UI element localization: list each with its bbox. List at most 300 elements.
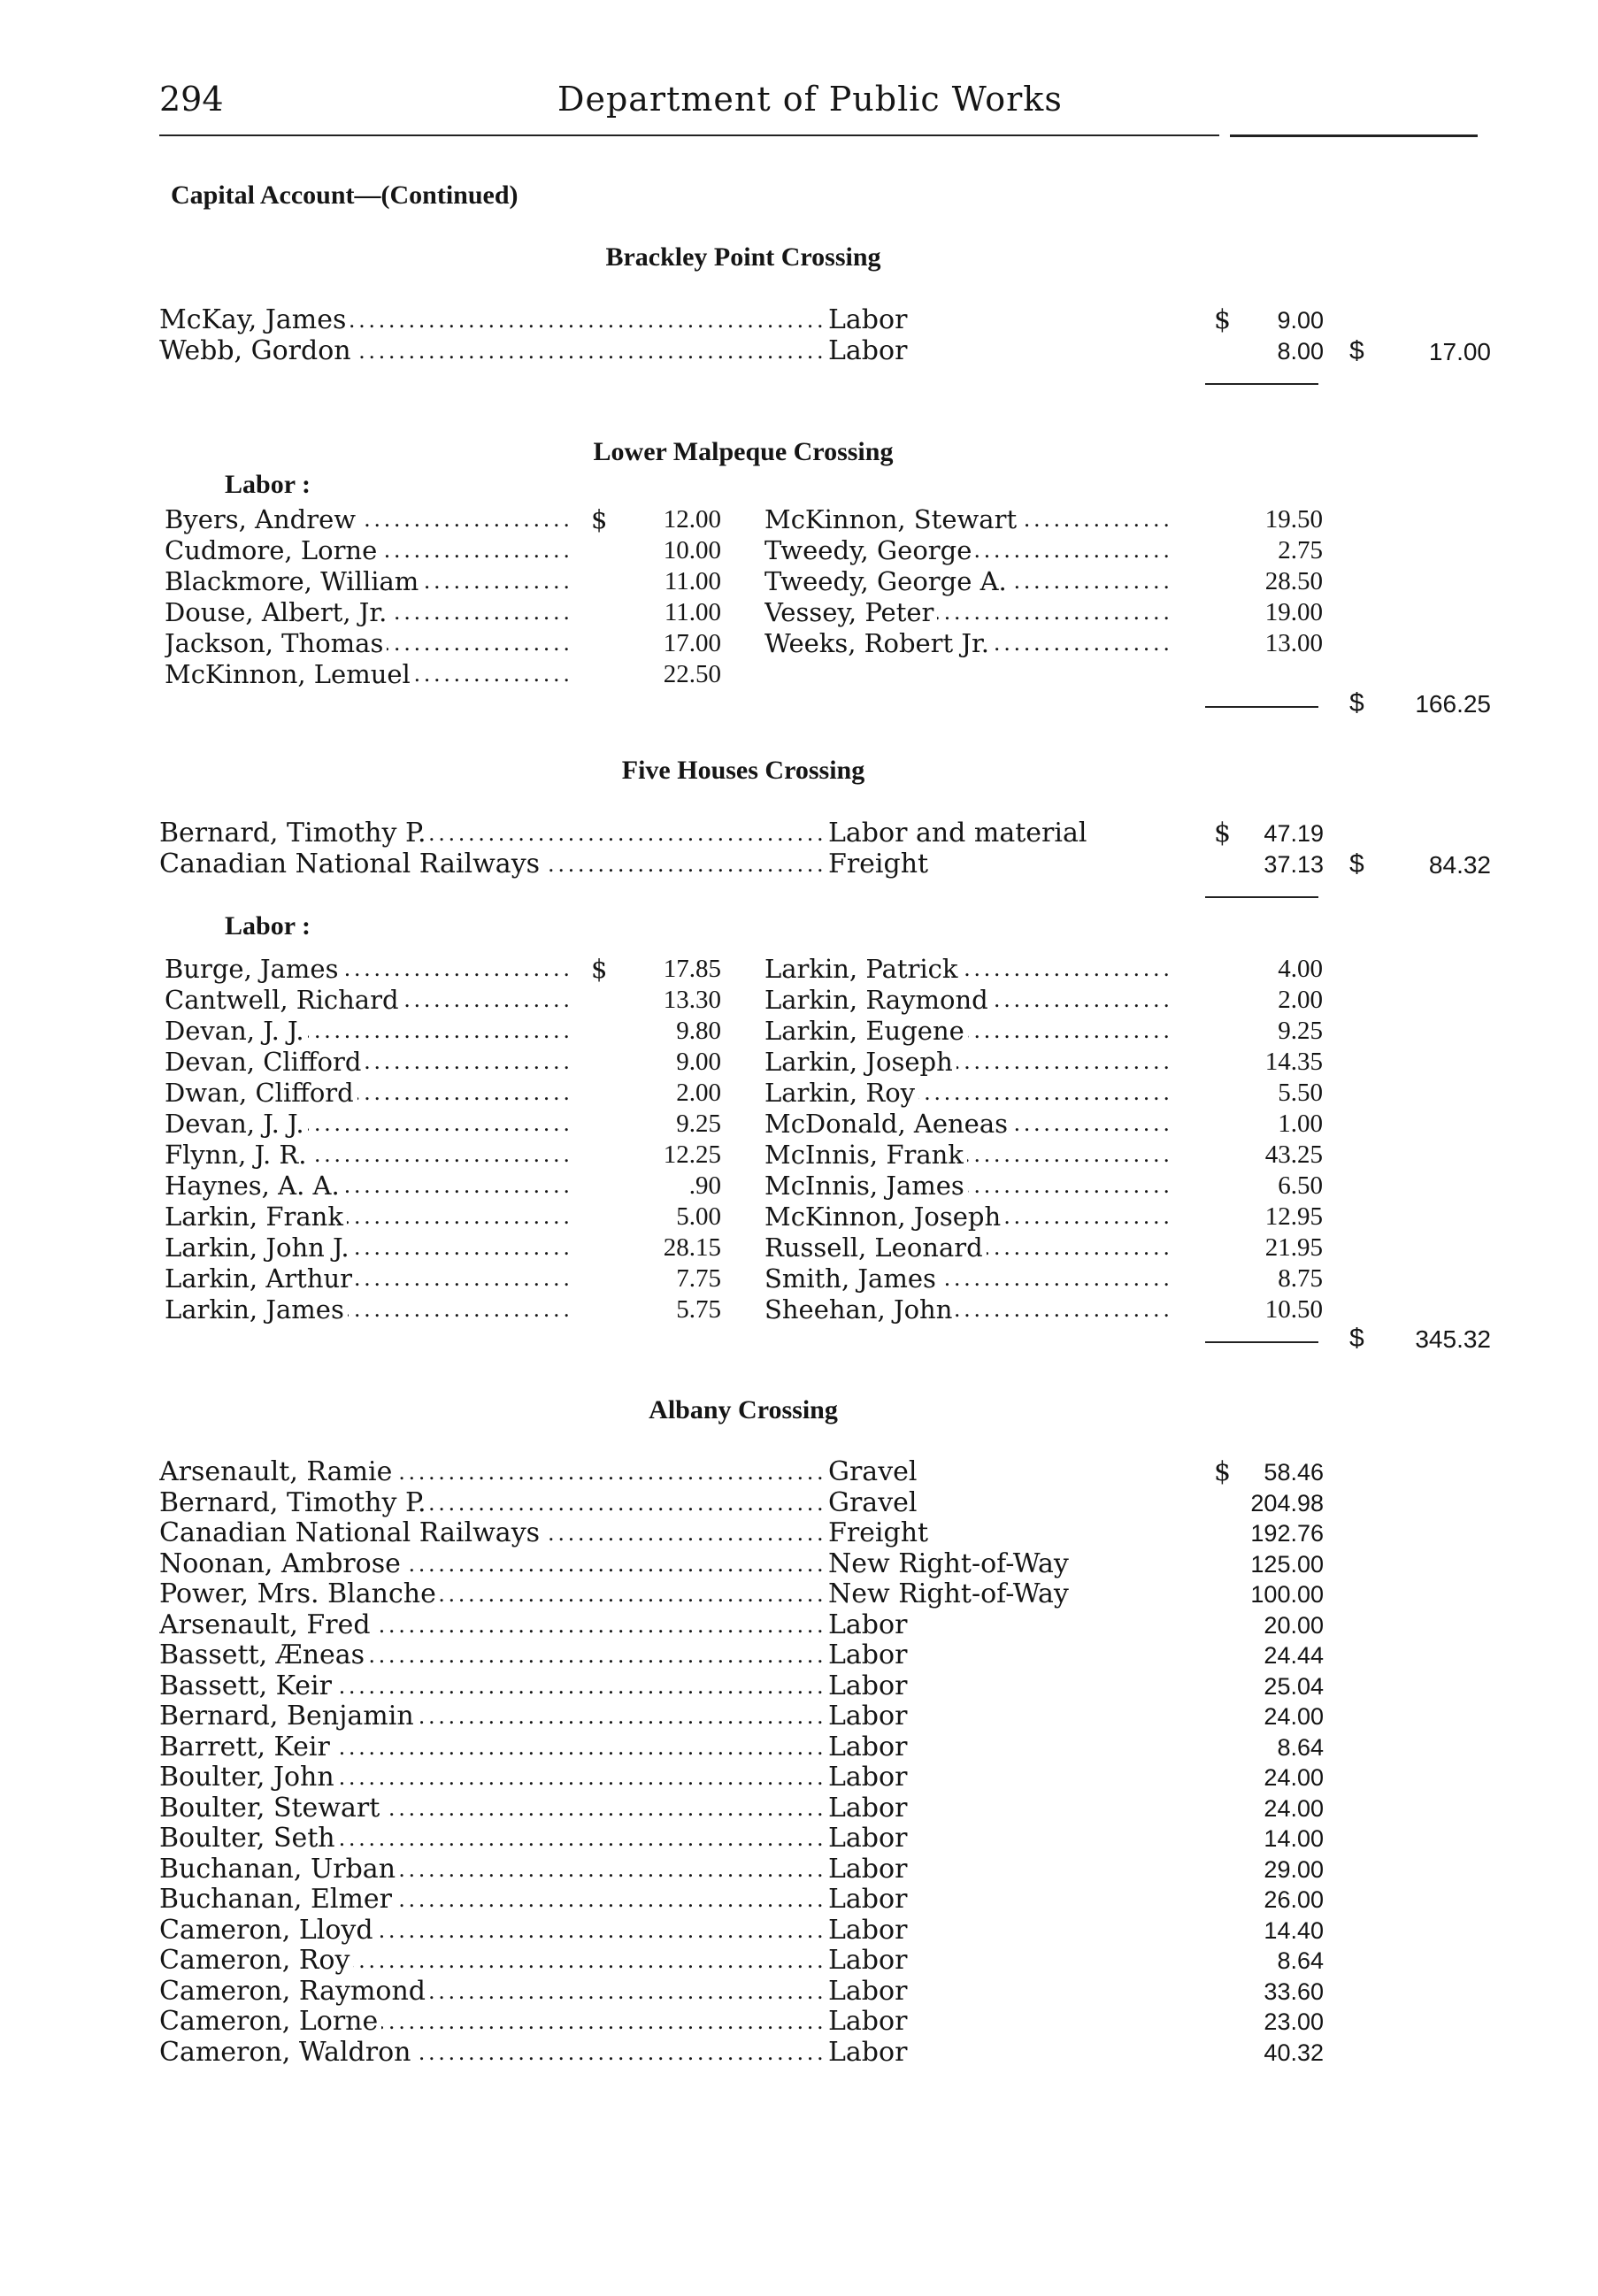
entry-description-text: Freight bbox=[828, 849, 932, 879]
entry-description-text: Labor bbox=[828, 2038, 910, 2068]
labor-name-text: Larkin, Raymond bbox=[764, 985, 992, 1015]
entry-description-text: Labor bbox=[828, 1946, 910, 1976]
labor-amount: 17.85 bbox=[663, 955, 721, 983]
entry-row bbox=[159, 1488, 1327, 1518]
labor-name-text: Smith, James bbox=[764, 1263, 940, 1294]
entry-name-text: Buchanan, Elmer bbox=[159, 1885, 396, 1915]
labor-row bbox=[764, 1202, 1327, 1232]
labor-row bbox=[764, 597, 1327, 628]
labor-name bbox=[165, 659, 589, 690]
entry-name bbox=[159, 1916, 825, 1946]
labor-amount: 28.15 bbox=[663, 1233, 721, 1262]
entry-description bbox=[828, 1793, 1200, 1824]
entry-amount: 20.00 bbox=[1264, 1611, 1324, 1639]
labor-amount: 12.25 bbox=[663, 1140, 721, 1169]
entry-name bbox=[159, 1762, 825, 1793]
entry-description-text: Labor bbox=[828, 1916, 910, 1946]
entry-currency: $ bbox=[1214, 818, 1232, 849]
entry-row bbox=[159, 1824, 1327, 1854]
entry-description bbox=[828, 1549, 1200, 1579]
entry-description bbox=[828, 1977, 1200, 2007]
labor-amount: 9.25 bbox=[676, 1110, 721, 1138]
labor-row bbox=[764, 628, 1327, 659]
entry-name bbox=[159, 1671, 825, 1701]
entry-name-text: Bernard, Benjamin bbox=[159, 1701, 418, 1732]
labor-row bbox=[764, 1016, 1327, 1047]
labor-row bbox=[165, 659, 726, 690]
labor-name-text: Vessey, Peter bbox=[764, 597, 937, 627]
labor-name-text: Larkin, Patrick bbox=[764, 954, 961, 984]
entry-description-text: Labor bbox=[828, 1885, 910, 1915]
entry-description-text: Labor bbox=[828, 1793, 910, 1824]
labor-amount: 19.50 bbox=[1264, 505, 1323, 534]
labor-name bbox=[165, 1078, 589, 1109]
entry-name-text: Canadian National Railways bbox=[159, 849, 543, 879]
labor-name bbox=[165, 566, 589, 597]
labor-name bbox=[764, 1263, 1185, 1294]
entry-description-text: Labor bbox=[828, 1762, 910, 1793]
labor-name-text: Jackson, Thomas bbox=[165, 628, 387, 658]
labor-name-text: Larkin, Eugene bbox=[764, 1016, 968, 1046]
entry-amount: 23.00 bbox=[1264, 2008, 1324, 2035]
labor-name-text: McDonald, Aeneas bbox=[764, 1109, 1011, 1139]
entry-amount: 33.60 bbox=[1264, 1977, 1324, 2005]
entry-amount: 24.44 bbox=[1264, 1642, 1324, 1669]
entry-name bbox=[159, 1701, 825, 1732]
labor-amount: 10.00 bbox=[663, 536, 721, 564]
entry-description bbox=[828, 336, 1200, 366]
labor-name bbox=[764, 985, 1185, 1016]
labor-amount: 11.00 bbox=[664, 598, 721, 626]
entry-description bbox=[828, 1518, 1200, 1548]
entry-description-text: Labor bbox=[828, 1854, 910, 1885]
entry-description-text: New Right-of-Way bbox=[828, 1549, 1072, 1579]
labor-amount: 12.00 bbox=[663, 505, 721, 534]
labor-name-text: Sheehan, John bbox=[764, 1294, 956, 1325]
entry-row bbox=[159, 2007, 1327, 2037]
entry-row bbox=[159, 1732, 1327, 1762]
labor-row bbox=[165, 1171, 726, 1202]
labor-name-text: Tweedy, George A. bbox=[764, 566, 1010, 596]
labor-name bbox=[165, 985, 589, 1016]
labor-row bbox=[165, 985, 726, 1016]
labor-name bbox=[764, 1232, 1185, 1263]
entry-amount: 47.19 bbox=[1264, 820, 1324, 847]
entry-row bbox=[159, 1854, 1327, 1885]
labor-name bbox=[764, 1016, 1185, 1047]
entry-name-text: Noonan, Ambrose bbox=[159, 1549, 404, 1579]
fivehouses-labor-sum-rule bbox=[1205, 1341, 1318, 1343]
labor-row bbox=[764, 1109, 1327, 1140]
entry-description bbox=[828, 1488, 1200, 1518]
entry-name bbox=[159, 336, 825, 366]
labor-name-text: Burge, James bbox=[165, 954, 342, 984]
labor-amount: 13.30 bbox=[663, 986, 721, 1014]
entry-description bbox=[828, 1885, 1200, 1915]
entry-name bbox=[159, 1885, 825, 1915]
fivehouses-heading: Five Houses Crossing bbox=[621, 756, 865, 785]
labor-amount: 1.00 bbox=[1278, 1110, 1323, 1138]
labor-row bbox=[165, 628, 726, 659]
entry-name bbox=[159, 2038, 825, 2068]
entry-description-text: Labor bbox=[828, 1640, 910, 1670]
entry-name bbox=[159, 1549, 825, 1579]
brackley-heading: Brackley Point Crossing bbox=[605, 242, 881, 272]
page-header bbox=[159, 73, 1478, 143]
labor-amount: 7.75 bbox=[676, 1264, 721, 1293]
entry-row bbox=[159, 1977, 1327, 2007]
entry-amount: 14.40 bbox=[1264, 1916, 1324, 1944]
entry-row bbox=[159, 1640, 1327, 1670]
entry-row bbox=[159, 336, 1327, 366]
labor-name bbox=[764, 628, 1185, 659]
labor-name bbox=[764, 1109, 1185, 1140]
entry-row bbox=[159, 1610, 1327, 1640]
malpeque-total: 166.25 bbox=[1415, 690, 1491, 718]
labor-row bbox=[764, 504, 1327, 535]
labor-amount: 12.95 bbox=[1264, 1202, 1323, 1231]
labor-name bbox=[764, 597, 1185, 628]
section-label: Capital Account—(Continued) bbox=[171, 180, 519, 210]
labor-amount: 11.00 bbox=[664, 567, 721, 595]
entry-description-text: Gravel bbox=[828, 1457, 921, 1487]
labor-row bbox=[165, 1140, 726, 1171]
labor-amount: 8.75 bbox=[1278, 1264, 1323, 1293]
labor-name bbox=[764, 1202, 1185, 1232]
entry-name-text: Cameron, Waldron bbox=[159, 2038, 414, 2068]
labor-name bbox=[165, 954, 589, 985]
labor-name bbox=[764, 954, 1185, 985]
entry-amount: 40.32 bbox=[1264, 2039, 1324, 2066]
entry-amount: 9.00 bbox=[1277, 307, 1324, 334]
entry-name-text: Barrett, Keir bbox=[159, 1732, 334, 1762]
entry-name bbox=[159, 1732, 825, 1762]
labor-name-text: Douse, Albert, Jr. bbox=[165, 597, 390, 627]
entry-name bbox=[159, 1854, 825, 1885]
labor-name-text: Larkin, Frank bbox=[165, 1202, 347, 1232]
labor-row bbox=[165, 1016, 726, 1047]
labor-row bbox=[764, 1294, 1327, 1325]
entry-description-text: Labor bbox=[828, 1701, 910, 1732]
entry-description-text: Labor bbox=[828, 1977, 910, 2007]
labor-name-text: Devan, J. J. bbox=[165, 1016, 308, 1046]
labor-amount: 2.00 bbox=[1278, 986, 1323, 1014]
page-number: 294 bbox=[159, 80, 224, 119]
entry-amount: 204.98 bbox=[1250, 1489, 1324, 1517]
labor-name-text: McKinnon, Lemuel bbox=[165, 659, 414, 689]
fivehouses-total: 345.32 bbox=[1415, 1325, 1491, 1353]
entry-name bbox=[159, 1793, 825, 1824]
labor-name-text: McInnis, James bbox=[764, 1171, 968, 1201]
labor-amount: 9.00 bbox=[676, 1048, 721, 1076]
labor-row bbox=[764, 535, 1327, 566]
entry-amount: 29.00 bbox=[1264, 1855, 1324, 1883]
labor-name bbox=[764, 566, 1185, 597]
entry-description bbox=[828, 1457, 1200, 1487]
entry-description bbox=[828, 1610, 1200, 1640]
header-rule bbox=[159, 134, 1219, 136]
labor-name bbox=[764, 504, 1185, 535]
entry-description bbox=[828, 1762, 1200, 1793]
malpeque-labor-label: Labor : bbox=[225, 470, 311, 499]
entry-amount: 24.00 bbox=[1264, 1703, 1324, 1730]
entry-name-text: Cameron, Roy bbox=[159, 1946, 353, 1976]
entry-description-text: Labor and material bbox=[828, 818, 1090, 849]
labor-name-text: Cudmore, Lorne bbox=[165, 535, 380, 565]
entry-row bbox=[159, 1671, 1327, 1701]
entry-amount: 24.00 bbox=[1264, 1764, 1324, 1791]
labor-name bbox=[165, 1140, 589, 1171]
entry-row bbox=[159, 1549, 1327, 1579]
entry-name-text: Canadian National Railways bbox=[159, 1518, 543, 1548]
labor-name bbox=[764, 1171, 1185, 1202]
entry-amount: 37.13 bbox=[1264, 851, 1324, 878]
labor-name bbox=[165, 1202, 589, 1232]
labor-name bbox=[165, 1016, 589, 1047]
labor-row bbox=[764, 1171, 1327, 1202]
entry-description bbox=[828, 1824, 1200, 1854]
entry-description bbox=[828, 1579, 1200, 1609]
labor-amount: 21.95 bbox=[1264, 1233, 1323, 1262]
labor-amount: 10.50 bbox=[1264, 1295, 1323, 1324]
labor-row bbox=[764, 566, 1327, 597]
labor-name-text: Devan, J. J. bbox=[165, 1109, 308, 1139]
labor-amount: 22.50 bbox=[663, 660, 721, 688]
labor-name bbox=[764, 1047, 1185, 1078]
labor-name-text: McKinnon, Stewart bbox=[764, 504, 1020, 534]
malpeque-sum-rule bbox=[1205, 706, 1318, 708]
labor-row bbox=[165, 566, 726, 597]
labor-name bbox=[165, 1171, 589, 1202]
labor-name-text: Haynes, A. A. bbox=[165, 1171, 343, 1201]
labor-name-text: Larkin, Roy bbox=[764, 1078, 918, 1108]
section-total-currency: $ bbox=[1349, 336, 1364, 365]
malpeque-total-currency: $ bbox=[1349, 688, 1364, 718]
entry-description-text: Freight bbox=[828, 1518, 932, 1548]
entry-name-text: Boulter, Stewart bbox=[159, 1793, 383, 1824]
fivehouses-labor-label: Labor : bbox=[225, 911, 311, 941]
labor-name-text: Byers, Andrew bbox=[165, 504, 359, 534]
entry-description bbox=[828, 1732, 1200, 1762]
entry-description-text: Labor bbox=[828, 336, 910, 366]
header-rule-right bbox=[1230, 134, 1478, 137]
entry-name-text: Boulter, Seth bbox=[159, 1824, 339, 1854]
entry-description bbox=[828, 1671, 1200, 1701]
entry-row bbox=[159, 1793, 1327, 1824]
labor-row bbox=[165, 954, 726, 985]
malpeque-heading: Lower Malpeque Crossing bbox=[593, 437, 894, 466]
labor-amount: 17.00 bbox=[663, 629, 721, 657]
labor-amount: 9.80 bbox=[676, 1017, 721, 1045]
entry-name-text: Cameron, Lorne bbox=[159, 2007, 381, 2037]
labor-amount: 4.00 bbox=[1278, 955, 1323, 983]
labor-amount: 43.25 bbox=[1264, 1140, 1323, 1169]
labor-amount: 14.35 bbox=[1264, 1048, 1323, 1076]
entry-description bbox=[828, 1701, 1200, 1732]
entry-description-text: Labor bbox=[828, 1671, 910, 1701]
entry-row bbox=[159, 1579, 1327, 1609]
entry-description bbox=[828, 1916, 1200, 1946]
entry-row bbox=[159, 1518, 1327, 1548]
labor-row bbox=[165, 1263, 726, 1294]
entry-amount: 8.00 bbox=[1277, 338, 1324, 365]
labor-name bbox=[165, 1294, 589, 1325]
labor-name-text: Larkin, Joseph bbox=[764, 1047, 956, 1077]
entry-name-text: Cameron, Raymond bbox=[159, 1977, 429, 2007]
labor-row bbox=[165, 1078, 726, 1109]
labor-amount: 6.50 bbox=[1278, 1171, 1323, 1200]
fivehouses-total-currency: $ bbox=[1349, 1324, 1364, 1353]
labor-amount: 19.00 bbox=[1264, 598, 1323, 626]
labor-row bbox=[764, 1263, 1327, 1294]
entry-amount: 8.64 bbox=[1277, 1947, 1324, 1974]
entry-row bbox=[159, 305, 1327, 335]
page-title: Department of Public Works bbox=[557, 80, 1063, 119]
labor-row bbox=[165, 597, 726, 628]
labor-row bbox=[165, 1109, 726, 1140]
entry-name-text: Boulter, John bbox=[159, 1762, 338, 1793]
entry-amount: 24.00 bbox=[1264, 1794, 1324, 1822]
entry-name bbox=[159, 1824, 825, 1854]
section-total: 84.32 bbox=[1428, 851, 1491, 879]
labor-name-text: Russell, Leonard bbox=[764, 1232, 987, 1263]
entry-amount: 125.00 bbox=[1250, 1550, 1324, 1578]
entry-row bbox=[159, 1457, 1327, 1487]
labor-amount: 2.00 bbox=[676, 1079, 721, 1107]
entry-name-text: Power, Mrs. Blanche bbox=[159, 1579, 440, 1609]
entry-amount: 58.46 bbox=[1264, 1459, 1324, 1486]
labor-name bbox=[165, 597, 589, 628]
fivehouses-sum-rule bbox=[1205, 896, 1318, 898]
entry-currency: $ bbox=[1214, 1456, 1232, 1487]
entry-amount: 26.00 bbox=[1264, 1886, 1324, 1913]
entry-name bbox=[159, 818, 825, 849]
entry-row bbox=[159, 849, 1327, 879]
labor-name-text: Devan, Clifford bbox=[165, 1047, 365, 1077]
entry-amount: 25.04 bbox=[1264, 1672, 1324, 1700]
labor-amount: 9.25 bbox=[1278, 1017, 1323, 1045]
entry-name bbox=[159, 1488, 825, 1518]
labor-name-text: Larkin, Arthur bbox=[165, 1263, 356, 1294]
entry-description-text: Labor bbox=[828, 305, 910, 335]
labor-amount: 28.50 bbox=[1264, 567, 1323, 595]
entry-description bbox=[828, 1640, 1200, 1670]
entry-description bbox=[828, 1854, 1200, 1885]
entry-description bbox=[828, 818, 1200, 849]
entry-amount: 14.00 bbox=[1264, 1825, 1324, 1852]
entry-description-text: New Right-of-Way bbox=[828, 1579, 1072, 1609]
section-total-currency: $ bbox=[1349, 849, 1364, 879]
labor-name bbox=[165, 1047, 589, 1078]
labor-name bbox=[165, 1109, 589, 1140]
entry-amount: 100.00 bbox=[1250, 1581, 1324, 1608]
labor-row bbox=[165, 1232, 726, 1263]
labor-row bbox=[165, 504, 726, 535]
labor-row bbox=[165, 1294, 726, 1325]
labor-name-text: McKinnon, Joseph bbox=[764, 1202, 1004, 1232]
entry-name bbox=[159, 1518, 825, 1548]
labor-row bbox=[165, 535, 726, 566]
labor-currency: $ bbox=[591, 954, 608, 984]
entry-row bbox=[159, 1916, 1327, 1946]
entry-description-text: Labor bbox=[828, 1824, 910, 1854]
entry-row bbox=[159, 1762, 1327, 1793]
labor-name bbox=[764, 1294, 1185, 1325]
labor-amount: 5.75 bbox=[676, 1295, 721, 1324]
entry-row bbox=[159, 1701, 1327, 1732]
entry-name bbox=[159, 1457, 825, 1487]
entry-name-text: Bernard, Timothy P. bbox=[159, 818, 430, 849]
labor-name-text: Larkin, John J. bbox=[165, 1232, 353, 1263]
entry-name bbox=[159, 2007, 825, 2037]
entry-description-text: Labor bbox=[828, 1732, 910, 1762]
labor-name bbox=[165, 1263, 589, 1294]
entry-description bbox=[828, 2007, 1200, 2037]
entry-description-text: Gravel bbox=[828, 1488, 921, 1518]
entry-description bbox=[828, 305, 1200, 335]
labor-amount: 5.00 bbox=[676, 1202, 721, 1231]
labor-amount: 5.50 bbox=[1278, 1079, 1323, 1107]
labor-amount: .90 bbox=[688, 1171, 721, 1200]
entry-description bbox=[828, 1946, 1200, 1976]
entry-name-text: Bassett, Æneas bbox=[159, 1640, 368, 1670]
labor-name-text: Blackmore, William bbox=[165, 566, 422, 596]
labor-name bbox=[764, 1140, 1185, 1171]
labor-row bbox=[764, 954, 1327, 985]
entry-name bbox=[159, 1579, 825, 1609]
entry-name bbox=[159, 1610, 825, 1640]
entry-name bbox=[159, 1946, 825, 1976]
labor-name-text: McInnis, Frank bbox=[764, 1140, 967, 1170]
labor-row bbox=[764, 985, 1327, 1016]
labor-name bbox=[165, 1232, 589, 1263]
entry-name-text: Arsenault, Fred bbox=[159, 1610, 374, 1640]
entry-name-text: Webb, Gordon bbox=[159, 336, 355, 366]
labor-name-text: Weeks, Robert Jr. bbox=[764, 628, 993, 658]
entry-amount: 8.64 bbox=[1277, 1733, 1324, 1761]
entry-name bbox=[159, 305, 825, 335]
entry-row bbox=[159, 1885, 1327, 1915]
labor-row bbox=[764, 1140, 1327, 1171]
labor-name-text: Larkin, James bbox=[165, 1294, 348, 1325]
labor-name bbox=[165, 504, 589, 535]
section-total: 17.00 bbox=[1428, 338, 1491, 365]
brackley-sum-rule bbox=[1205, 383, 1318, 385]
labor-name bbox=[764, 1078, 1185, 1109]
labor-row bbox=[764, 1078, 1327, 1109]
entry-name bbox=[159, 1640, 825, 1670]
entry-name-text: Cameron, Lloyd bbox=[159, 1916, 377, 1946]
labor-row bbox=[764, 1047, 1327, 1078]
labor-name-text: Dwan, Clifford bbox=[165, 1078, 357, 1108]
labor-name bbox=[764, 535, 1185, 566]
entry-amount: 192.76 bbox=[1250, 1520, 1324, 1547]
entry-name-text: McKay, James bbox=[159, 305, 350, 335]
labor-amount: 2.75 bbox=[1278, 536, 1323, 564]
entry-description-text: Labor bbox=[828, 1610, 910, 1640]
entry-description bbox=[828, 2038, 1200, 2068]
entry-currency: $ bbox=[1214, 304, 1232, 335]
labor-name-text: Tweedy, George bbox=[764, 535, 975, 565]
labor-name bbox=[165, 628, 589, 659]
entry-name bbox=[159, 849, 825, 879]
albany-heading: Albany Crossing bbox=[649, 1395, 838, 1424]
labor-currency: $ bbox=[591, 504, 608, 534]
labor-name-text: Flynn, J. R. bbox=[165, 1140, 310, 1170]
labor-name-text: Cantwell, Richard bbox=[165, 985, 403, 1015]
entry-row bbox=[159, 818, 1327, 849]
labor-row bbox=[165, 1202, 726, 1232]
